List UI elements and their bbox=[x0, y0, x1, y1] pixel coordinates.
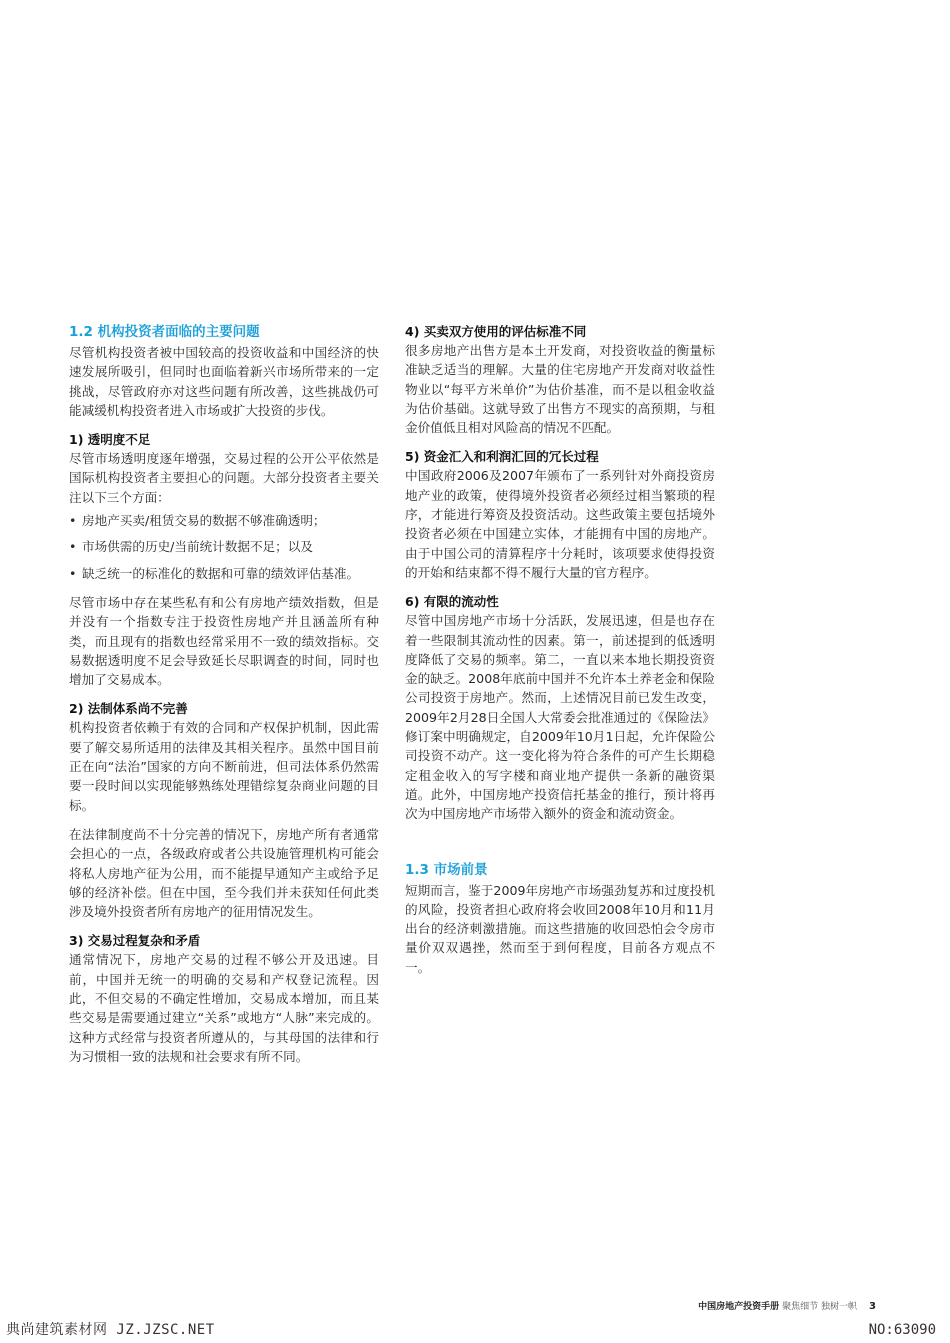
bullet-item: • 房地产买卖/租赁交易的数据不够准确透明； bbox=[69, 511, 379, 530]
issue-6-text: 尽管中国房地产市场十分活跃，发展迅速，但是也存在着一些限制其流动性的因素。第一，前述提到的低透明度降低了交易的频率。第二，一直以来本地长期投资资金的缺乏。2008年底前中国并不允许本土养老金和保险公司投资于房地产。然而，上述情况目前已发生改变，2009年2月28日全国人大常委会批准通过的《保险法》修订案中明确规定，自2009年10月1日起，允许保险公司投资不动产。这一变化将为符合条件的可产生长期稳定租金收入的写字楼和商业地产提供一条新的融资渠道。此外，中国房地产投资信托基金的推行，预计将再次为中国房地产市场带入额外的资金和流动资金。 bbox=[405, 613, 715, 822]
section-1-3-title: 1.3 市场前景 bbox=[405, 861, 488, 878]
bullet-icon: • bbox=[69, 513, 77, 529]
issue-5-text: 中国政府2006及2007年颁布了一系列针对外商投资房地产业的政策，使得境外投资者必须经过相当繁琐的程序，才能进行筹资及投资活动。这些政策主要包括境外投资者必须在中国建立实体，才能拥有中国的房地产。由于中国公司的清算程序十分耗时，该项要求使得投资的开始和结束都不得不履行大量的官方程序。 bbox=[405, 468, 715, 580]
bullet-item: • 缺乏统一的标准化的数据和可靠的绩效评估基准。 bbox=[69, 564, 379, 583]
issue-2-text-2: 在法律制度尚不十分完善的情况下，房地产所有者通常会担心的一点，各级政府或者公共设施管理机构可能会将私人房地产征为公用，而不能提早通知产主或给予足够的经济补偿。但在中国，至今我们并未获知任何此类涉及境外投资者所有房地产的征用情况发生。 bbox=[69, 826, 379, 920]
page-number: 3 bbox=[869, 1301, 876, 1312]
issue-2-text: 机构投资者依赖于有效的合同和产权保护机制，因此需要了解交易所适用的法律及其相关程序。虽然中国目前正在向“法治”国家的方向不断前进，但司法体系仍然需要一段时间以实现能够熟练处理错综复杂商业问题的目标。 bbox=[69, 720, 379, 813]
issue-1-bullet-list bbox=[69, 511, 379, 583]
page-footer bbox=[698, 1301, 876, 1313]
right-column bbox=[405, 322, 715, 987]
issue-6-title: 6) 有限的流动性 bbox=[405, 594, 499, 610]
watermark-id: NO:63090 bbox=[868, 1322, 936, 1338]
section-1-2-intro: 尽管机构投资者被中国较高的投资收益和中国经济的快速发展所吸引，但同时也面临着新兴市场所带来的一定挑战，尽管政府亦对这些问题有所改善，这些挑战仍可能减缓机构投资者进入市场或扩大投资的步伐。 bbox=[69, 345, 379, 418]
issue-2-title: 2) 法制体系尚不完善 bbox=[69, 701, 188, 717]
issue-1-text: 尽管市场透明度逐年增强，交易过程的公开公平依然是国际机构投资者主要担心的问题。大部分投资者主要关注以下三个方面： bbox=[69, 451, 379, 505]
watermark-site: 典尚建筑素材网 JZ.JZSC.NET bbox=[6, 1322, 215, 1338]
bullet-icon: • bbox=[69, 565, 77, 581]
footer-tagline: 聚焦细节 独树一帜 bbox=[782, 1302, 858, 1312]
issue-1-text-2: 尽管市场中存在某些私有和公有房地产绩效指数，但是并没有一个指数专注于投资性房地产并且涵盖所有种类，而且现有的指数也经常采用不一致的绩效指标。交易数据透明度不足会导致延长尽职调查的时间，同时也增加了交易成本。 bbox=[69, 594, 379, 688]
issue-5-title: 5) 资金汇入和利润汇回的冗长过程 bbox=[405, 449, 599, 465]
issue-3-text: 通常情况下，房地产交易的过程不够公开及迅速。目前，中国并无统一的明确的交易和产权登记流程。因此，不但交易的不确定性增加，交易成本增加，而且某些交易是需要通过建立“关系”或地方“人脉”来完成的。这种方式经常与投资者所遵从的，与其母国的法律和行为习惯相一致的法规和社会要求有所不同。 bbox=[69, 952, 379, 1064]
section-spacer bbox=[405, 834, 715, 860]
section-1-3-text: 短期而言，鉴于2009年房地产市场强劲复苏和过度投机的风险，投资者担心政府将会收回2008年10月和11月出台的经济刺激措施。而这些措施的收回恐怕会令房市量价双双遇挫，然而至于到何程度，目前各方观点不一。 bbox=[405, 882, 715, 975]
issue-4-title: 4) 买卖双方使用的评估标准不同 bbox=[405, 324, 587, 339]
bullet-item: • 市场供需的历史/当前统计数据不足；以及 bbox=[69, 537, 379, 556]
issue-1-title: 1) 透明度不足 bbox=[69, 432, 151, 448]
bullet-icon: • bbox=[69, 539, 77, 555]
issue-4-text: 很多房地产出售方是本土开发商，对投资收益的衡量标准缺乏适当的理解。大量的住宅房地产开发商对收益性物业以“每平方米单价”为估价基准，而不是以租金收益为估价基础。这就导致了出售方不现实的高预期，与租金价值低且相对风险高的情况不匹配。 bbox=[405, 343, 715, 436]
footer-title: 中国房地产投资手册 bbox=[698, 1302, 780, 1312]
issue-3-title: 3) 交易过程复杂和矛盾 bbox=[69, 933, 201, 949]
section-1-2-title: 1.2 机构投资者面临的主要问题 bbox=[69, 324, 260, 340]
left-column bbox=[69, 322, 379, 1076]
